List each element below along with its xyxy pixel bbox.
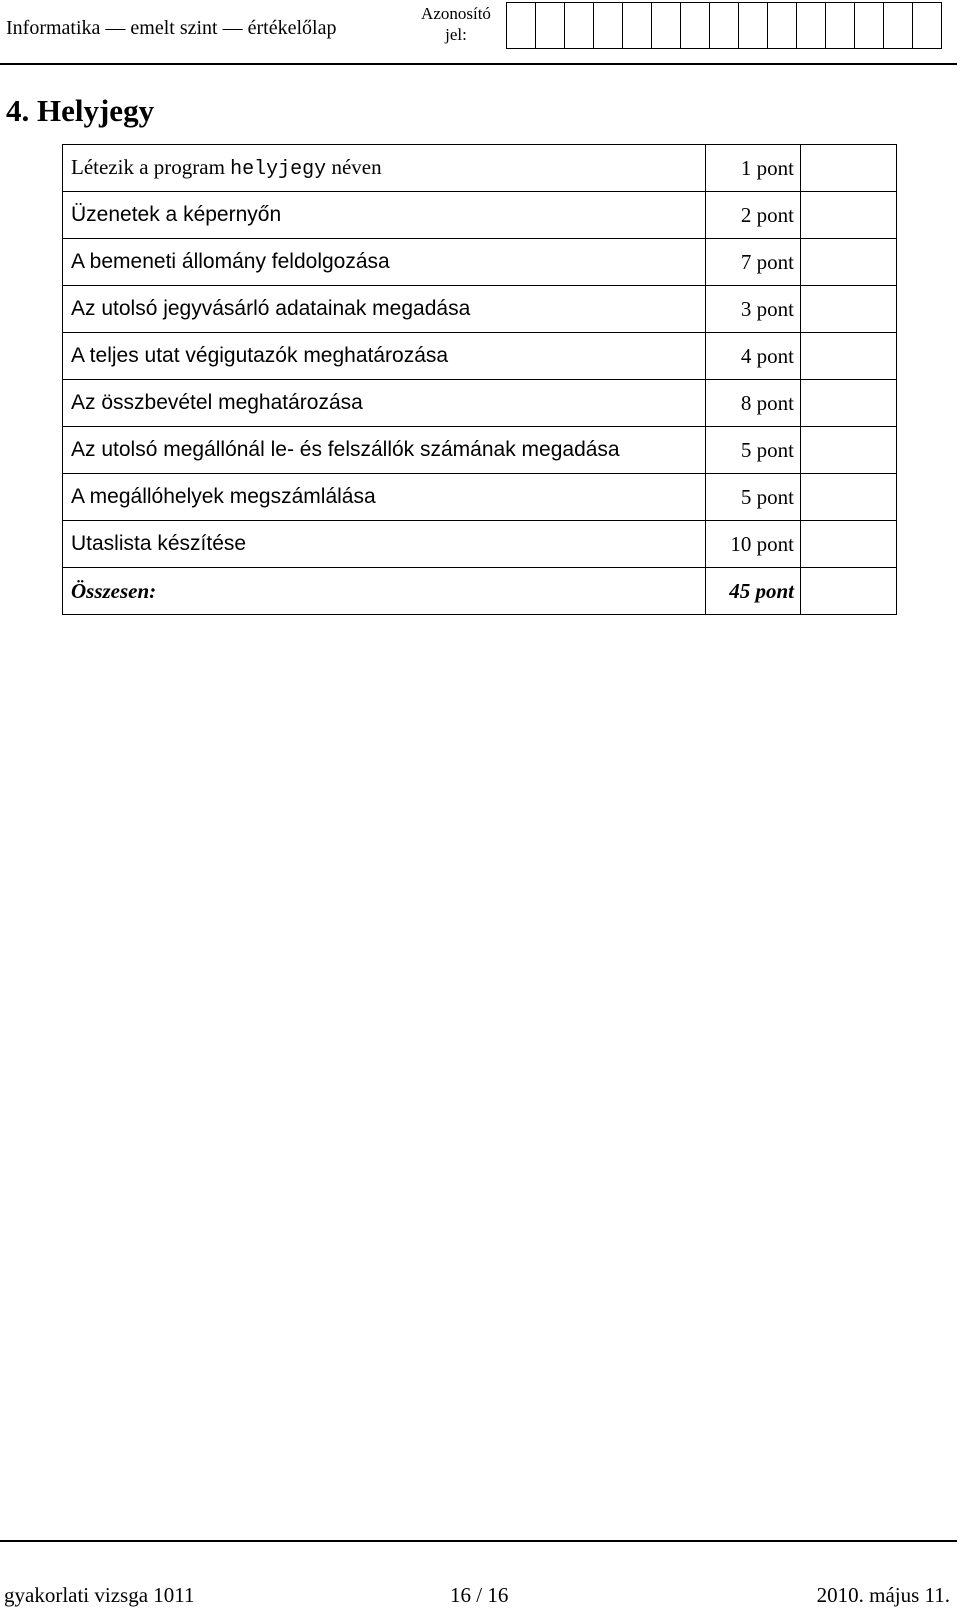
id-character-box bbox=[854, 2, 884, 49]
table-row bbox=[63, 380, 897, 427]
table-row bbox=[63, 333, 897, 380]
score-entry-cell bbox=[801, 145, 897, 192]
criterion-cell: A teljes utat végigutazók meghatározása bbox=[63, 333, 706, 380]
total-score-entry-cell bbox=[801, 568, 897, 615]
table-row bbox=[63, 145, 897, 192]
table-row bbox=[63, 286, 897, 333]
id-character-box bbox=[767, 2, 797, 49]
exam-label: gyakorlati vizsga 1011 bbox=[4, 1583, 195, 1607]
footer-divider bbox=[0, 1540, 957, 1542]
id-character-box bbox=[622, 2, 652, 49]
score-entry-cell bbox=[801, 521, 897, 568]
points-cell: 3 pont bbox=[706, 286, 801, 333]
score-entry-cell bbox=[801, 474, 897, 521]
id-character-box bbox=[506, 2, 536, 49]
total-label: Összesen: bbox=[63, 568, 706, 615]
points-cell: 1 pont bbox=[706, 145, 801, 192]
points-cell: 7 pont bbox=[706, 239, 801, 286]
criterion-cell: A bemeneti állomány feldolgozása bbox=[63, 239, 706, 286]
score-entry-cell bbox=[801, 239, 897, 286]
criterion-cell: A megállóhelyek megszámlálása bbox=[63, 474, 706, 521]
exam-date: 2010. május 11. bbox=[816, 1583, 950, 1607]
table-row bbox=[63, 192, 897, 239]
header-divider bbox=[0, 63, 957, 65]
id-character-box bbox=[738, 2, 768, 49]
id-character-box bbox=[535, 2, 565, 49]
points-cell: 2 pont bbox=[706, 192, 801, 239]
criterion-suffix: néven bbox=[326, 155, 382, 179]
id-character-box bbox=[593, 2, 623, 49]
id-character-box bbox=[680, 2, 710, 49]
table-row bbox=[63, 239, 897, 286]
page-number: 16 / 16 bbox=[450, 1583, 509, 1607]
score-entry-cell bbox=[801, 427, 897, 474]
criterion-cell bbox=[63, 145, 706, 192]
total-row bbox=[63, 568, 897, 615]
id-character-box bbox=[796, 2, 826, 49]
program-name-code: helyjegy bbox=[230, 158, 327, 181]
criterion-prefix: Létezik a program bbox=[71, 155, 231, 179]
criterion-cell: Az utolsó megállónál le- és felszállók számának megadása bbox=[63, 427, 706, 474]
total-points: 45 pont bbox=[706, 568, 801, 615]
score-entry-cell bbox=[801, 333, 897, 380]
table-row bbox=[63, 521, 897, 568]
score-entry-cell bbox=[801, 192, 897, 239]
page-header-title: Informatika — emelt szint — értékelőlap bbox=[6, 17, 337, 39]
table-row bbox=[63, 474, 897, 521]
criterion-cell: Az összbevétel meghatározása bbox=[63, 380, 706, 427]
id-character-box bbox=[564, 2, 594, 49]
id-label: Azonosító jel: bbox=[421, 4, 491, 44]
id-character-box bbox=[912, 2, 942, 49]
points-cell: 10 pont bbox=[706, 521, 801, 568]
criterion-cell: Az utolsó jegyvásárló adatainak megadása bbox=[63, 286, 706, 333]
id-boxes bbox=[506, 2, 941, 49]
id-character-box bbox=[651, 2, 681, 49]
id-character-box bbox=[825, 2, 855, 49]
scoring-table bbox=[62, 144, 897, 615]
score-entry-cell bbox=[801, 380, 897, 427]
id-character-box bbox=[709, 2, 739, 49]
table-row bbox=[63, 427, 897, 474]
score-entry-cell bbox=[801, 286, 897, 333]
points-cell: 5 pont bbox=[706, 427, 801, 474]
points-cell: 5 pont bbox=[706, 474, 801, 521]
id-character-box bbox=[883, 2, 913, 49]
criterion-cell: Utaslista készítése bbox=[63, 521, 706, 568]
points-cell: 4 pont bbox=[706, 333, 801, 380]
section-title: 4. Helyjegy bbox=[6, 93, 155, 128]
criterion-cell: Üzenetek a képernyőn bbox=[63, 192, 706, 239]
points-cell: 8 pont bbox=[706, 380, 801, 427]
